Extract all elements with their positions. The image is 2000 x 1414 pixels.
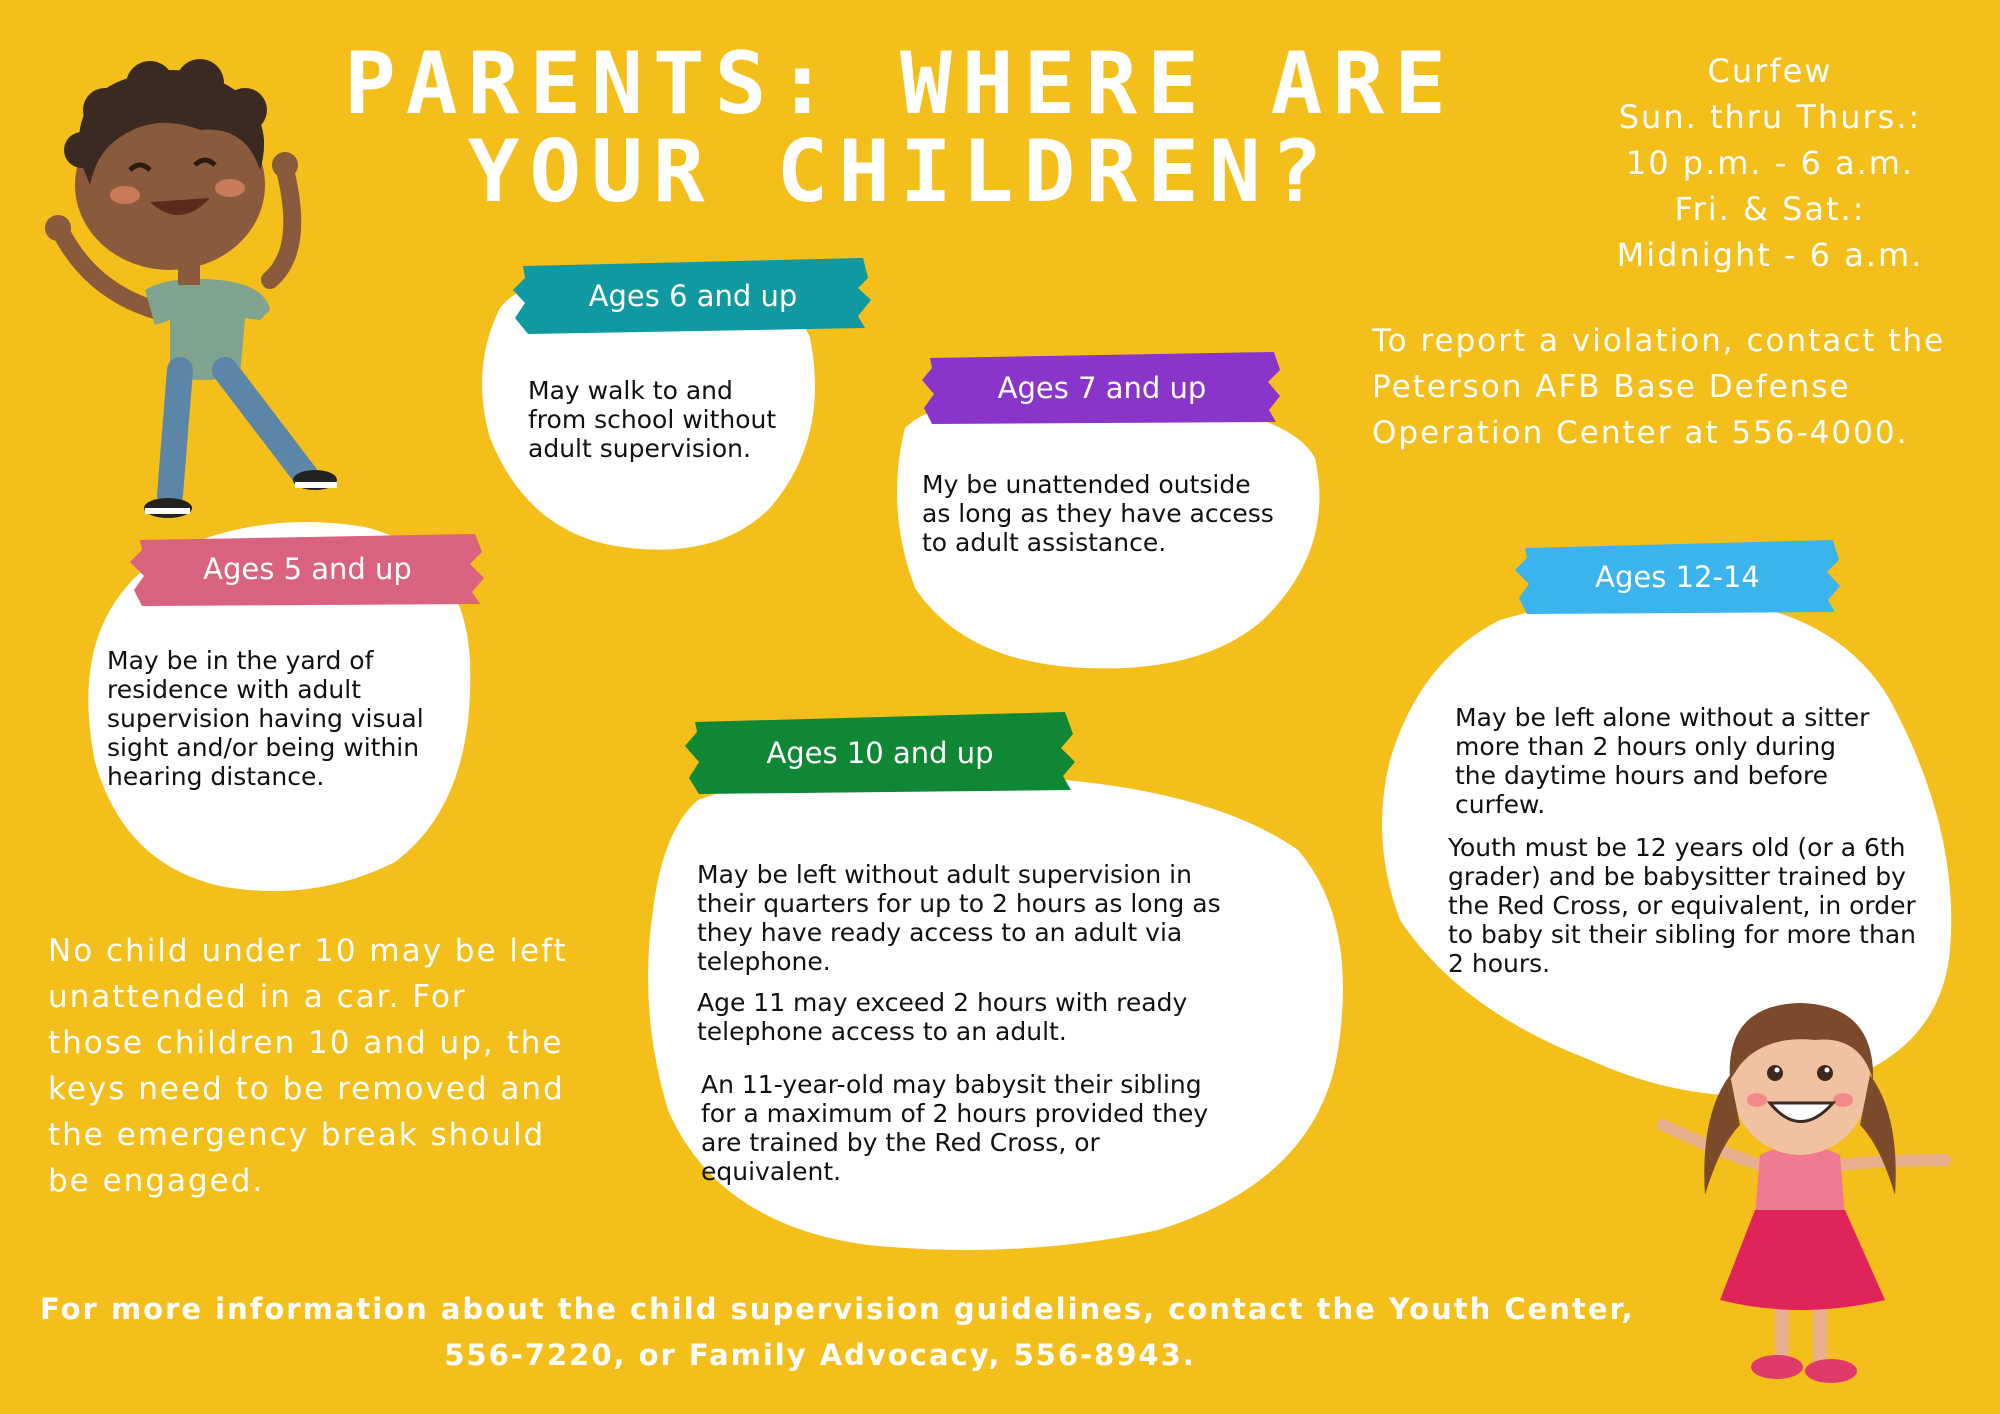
ages-12-tag [1515,540,1840,614]
curfew-weekend-label: Fri. & Sat.: [1674,190,1866,228]
girl-illustration [1645,995,1965,1385]
boy-illustration [20,50,340,530]
ages-5-tag [130,532,485,606]
title-line-1: PARENTS: WHERE ARE [344,34,1456,134]
curfew-info [1560,48,1980,278]
ages-7-label: Ages 7 and up [997,371,1207,405]
curfew-weekday-label: Sun. thru Thurs.: [1618,98,1922,136]
title-line-2: YOUR CHILDREN? [467,122,1333,222]
ages-6-text: May walk to and from school without adult supervision. [528,376,777,463]
curfew-heading: Curfew [1707,52,1833,90]
ages-7-text: My be unattended outside as long as they have access to adult assistance. [922,470,1274,557]
ages-10-paragraph-3: An 11-year-old may babysit their sibling for a maximum of 2 hours provided they are trained by the Red Cross, or equivalent. [701,1070,1209,1186]
ages-7-tag [922,352,1282,424]
report-line: To report a violation, contact the [1372,323,1946,359]
footer-contact-note: For more information about the child supervision guidelines, contact the Youth Center, 556-7220, or Family Advocacy, 556-8943. [40,1292,1635,1372]
ages-12-paragraph-2: Youth must be 12 years old (or a 6th grader) and be babysitter trained by the Red Cross, or equivalent, in order to baby sit their sibling for more than 2 hours. [1448,833,1916,978]
report-line: Operation Center at 556-4000. [1372,415,1909,451]
ages-6-tag [513,258,873,334]
ages-5-label: Ages 5 and up [203,552,412,586]
ages-10-label: Ages 10 and up [766,736,994,770]
ages-10-paragraph-2: Age 11 may exceed 2 hours with ready telephone access to an adult. [697,988,1188,1046]
report-line: Peterson AFB Base Defense [1372,369,1851,405]
ages-12-paragraph-1: May be left alone without a sitter more than 2 hours only during the daytime hours and before curfew. [1455,703,1870,819]
curfew-weekday-hours: 10 p.m. - 6 a.m. [1625,144,1915,182]
car-safety-note: No child under 10 may be left unattended in a car. For those children 10 and up, the keys need to be removed and the emergency break should be engaged. [48,933,568,1199]
ages-12-label: Ages 12-14 [1595,560,1760,594]
ages-10-paragraph-1: May be left without adult supervision in their quarters for up to 2 hours as long as they have ready access to an adult via telephone. [697,860,1221,976]
curfew-weekend-hours: Midnight - 6 a.m. [1616,236,1924,274]
ages-10-tag [685,712,1075,794]
ages-6-label: Ages 6 and up [588,279,798,313]
page-title [250,34,1550,222]
report-violation-note [1372,318,1992,456]
ages-5-text: May be in the yard of residence with adult supervision having visual sight and/or being within hearing distance. [107,646,424,791]
ages-10-text [697,860,1221,1198]
ages-12-text [1448,703,1916,990]
